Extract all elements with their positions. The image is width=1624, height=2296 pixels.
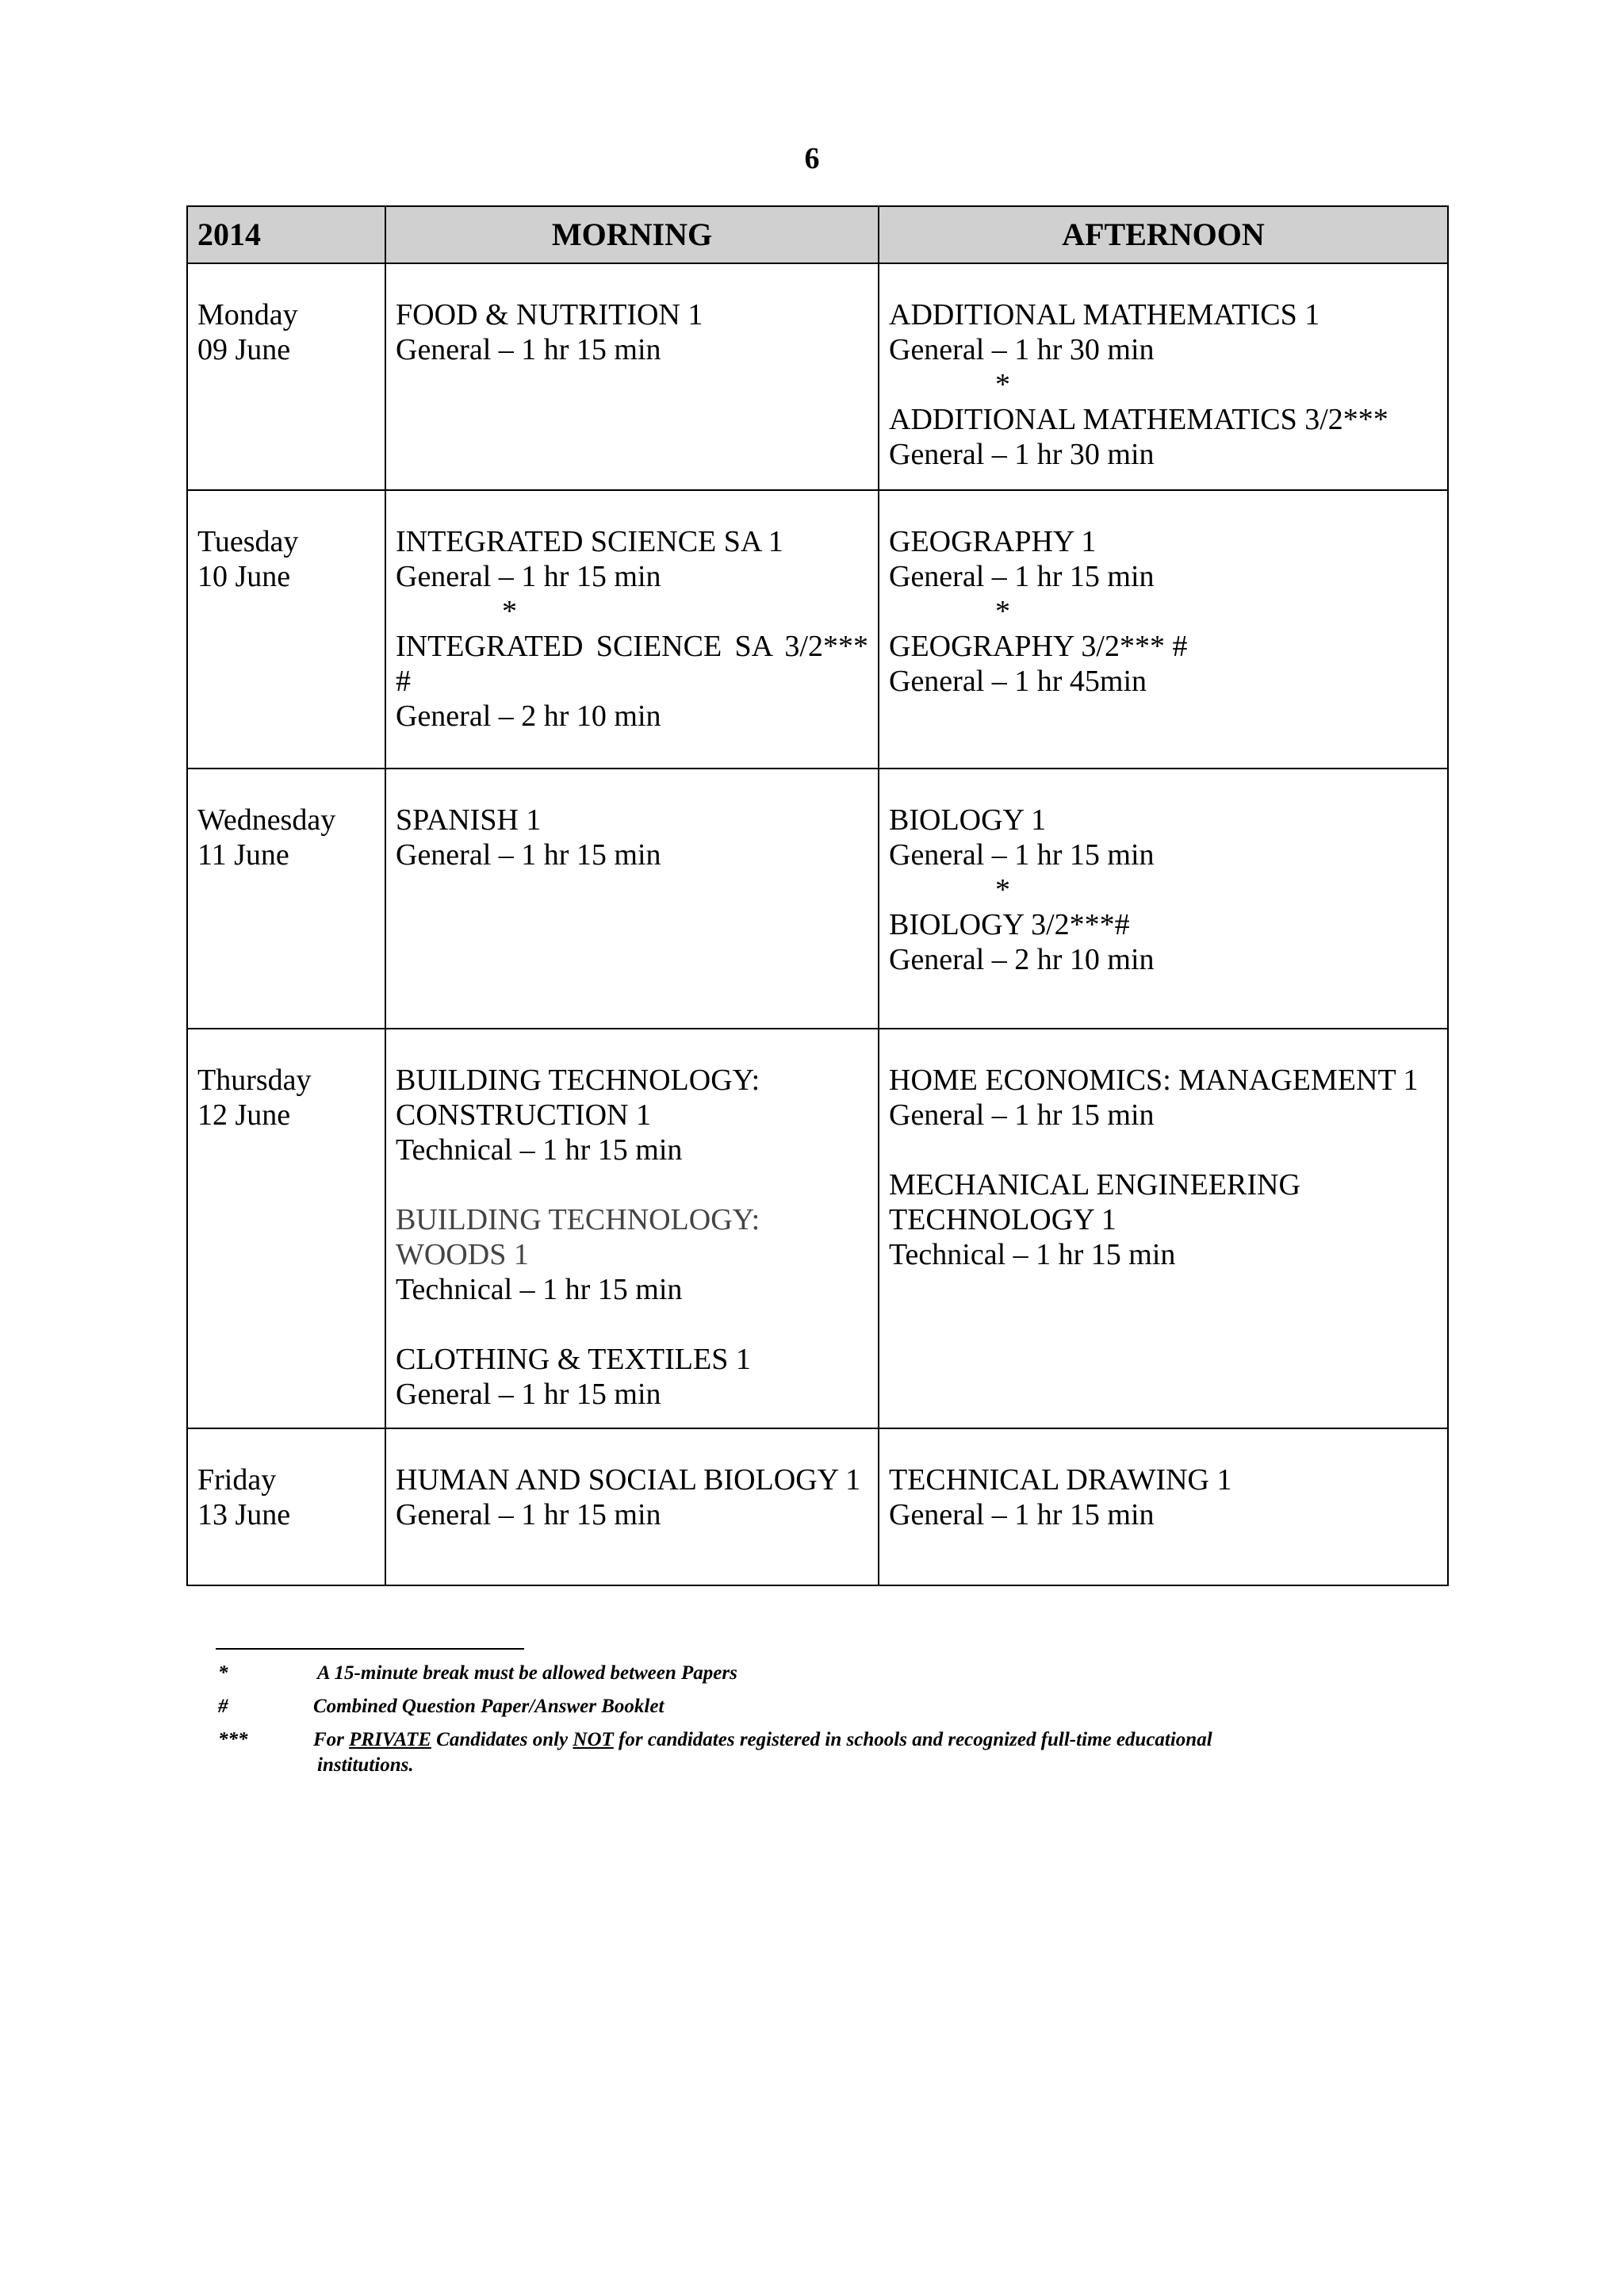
spacer	[396, 1307, 868, 1342]
exam-duration: General – 1 hr 30 min	[889, 333, 1155, 366]
table-row	[187, 490, 1448, 769]
table-row	[187, 263, 1448, 490]
day-cell	[187, 1029, 385, 1428]
day-cell	[187, 490, 385, 769]
afternoon-cell	[879, 490, 1448, 769]
footnote-text-part: For	[313, 1729, 344, 1750]
exam-duration: General – 1 hr 15 min	[396, 1378, 661, 1411]
footnote-combined	[218, 1694, 1328, 1719]
table-row	[187, 1029, 1448, 1428]
date-label: 10 June	[197, 560, 291, 593]
exam-duration: General – 1 hr 15 min	[396, 1498, 661, 1531]
date-label: 09 June	[197, 333, 291, 366]
day-label: Monday	[197, 298, 298, 332]
exam-title: CONSTRUCTION 1	[396, 1098, 651, 1132]
header-row	[187, 206, 1448, 263]
afternoon-cell	[879, 1029, 1448, 1428]
exam-duration: General – 1 hr 15 min	[396, 560, 661, 593]
exam-title: GEOGRAPHY 1	[889, 525, 1097, 558]
footnote-symbol: #	[218, 1696, 228, 1717]
exam-title: BUILDING TECHNOLOGY:	[396, 1203, 760, 1236]
exam-duration: Technical – 1 hr 15 min	[889, 1238, 1176, 1271]
date-label: 12 June	[197, 1098, 291, 1132]
afternoon-cell	[879, 769, 1448, 1029]
exam-title: CLOTHING & TEXTILES 1	[396, 1343, 751, 1376]
afternoon-cell	[879, 263, 1448, 490]
table-row	[187, 1428, 1448, 1585]
exam-duration: General – 1 hr 15 min	[396, 333, 661, 366]
exam-title: SPANISH 1	[396, 803, 542, 837]
page-number: 6	[804, 142, 820, 175]
exam-title: ADDITIONAL MATHEMATICS 1	[889, 298, 1320, 332]
exam-timetable	[186, 205, 1449, 1586]
exam-title: FOOD & NUTRITION 1	[396, 298, 703, 332]
footnote-text: A 15-minute break must be allowed between Papers	[317, 1662, 737, 1684]
exam-title: TECHNICAL DRAWING 1	[889, 1463, 1232, 1497]
morning-cell	[385, 1428, 879, 1585]
afternoon-cell	[879, 1428, 1448, 1585]
day-cell	[187, 263, 385, 490]
exam-duration: General – 1 hr 15 min	[889, 1098, 1155, 1132]
footnote-divider	[216, 1648, 524, 1650]
combined-marker: #	[396, 665, 411, 698]
exam-duration: General – 1 hr 30 min	[889, 438, 1155, 471]
exam-title: HUMAN AND SOCIAL BIOLOGY 1	[396, 1463, 861, 1497]
exam-title: ADDITIONAL MATHEMATICS 3/2***	[889, 403, 1388, 436]
exam-title: INTEGRATED SCIENCE SA 3/2***	[396, 630, 868, 663]
year-header: 2014	[187, 206, 385, 263]
footnote-symbol: *	[218, 1662, 228, 1684]
footnote-break	[218, 1661, 1328, 1686]
table-row	[187, 769, 1448, 1029]
exam-duration: Technical – 1 hr 15 min	[396, 1273, 683, 1306]
footnote-text-part: for candidates registered in schools and recognized full-time educational	[619, 1729, 1212, 1750]
footnote-text-continued: institutions.	[317, 1754, 414, 1776]
afternoon-header: AFTERNOON	[879, 206, 1448, 263]
break-marker: *	[502, 595, 517, 628]
exam-title: HOME ECONOMICS: MANAGEMENT 1	[889, 1064, 1419, 1097]
exam-title: BUILDING TECHNOLOGY:	[396, 1064, 760, 1097]
exam-title: BIOLOGY 3/2***#	[889, 908, 1130, 941]
footnotes	[218, 1661, 1328, 1786]
morning-cell	[385, 490, 879, 769]
exam-duration: General – 1 hr 15 min	[889, 560, 1155, 593]
exam-duration: General – 2 hr 10 min	[396, 700, 661, 733]
break-marker: *	[995, 595, 1010, 628]
exam-title: WOODS 1	[396, 1238, 529, 1271]
footnote-private	[218, 1727, 1328, 1778]
exam-duration: General – 1 hr 15 min	[889, 1498, 1155, 1531]
day-label: Thursday	[197, 1064, 312, 1097]
footnote-text: Combined Question Paper/Answer Booklet	[313, 1696, 665, 1717]
day-label: Wednesday	[197, 803, 336, 837]
spacer	[396, 1167, 868, 1202]
exam-duration: General – 1 hr 15 min	[889, 838, 1155, 872]
exam-duration: Technical – 1 hr 15 min	[396, 1133, 683, 1167]
day-cell	[187, 769, 385, 1029]
private-emphasis: PRIVATE	[349, 1729, 431, 1750]
morning-cell	[385, 1029, 879, 1428]
footnote-text	[313, 1727, 1328, 1753]
exam-title: GEOGRAPHY 3/2*** #	[889, 630, 1188, 663]
day-cell	[187, 1428, 385, 1585]
footnote-text-part: Candidates only	[436, 1729, 569, 1750]
exam-title: TECHNOLOGY 1	[889, 1203, 1116, 1236]
day-label: Friday	[197, 1463, 277, 1497]
exam-title: MECHANICAL ENGINEERING	[889, 1168, 1300, 1202]
morning-cell	[385, 263, 879, 490]
date-label: 11 June	[197, 838, 289, 872]
date-label: 13 June	[197, 1498, 291, 1531]
exam-title: BIOLOGY 1	[889, 803, 1047, 837]
exam-duration: General – 2 hr 10 min	[889, 943, 1155, 976]
morning-cell	[385, 769, 879, 1029]
exam-duration: General – 1 hr 15 min	[396, 838, 661, 872]
morning-header: MORNING	[385, 206, 879, 263]
exam-title: INTEGRATED SCIENCE SA 1	[396, 525, 783, 558]
exam-duration: General – 1 hr 45min	[889, 665, 1147, 698]
day-label: Tuesday	[197, 525, 299, 558]
footnote-symbol: ***	[218, 1729, 248, 1750]
spacer	[889, 1133, 1438, 1167]
break-marker: *	[995, 873, 1010, 907]
break-marker: *	[995, 368, 1010, 401]
not-emphasis: NOT	[573, 1729, 614, 1750]
